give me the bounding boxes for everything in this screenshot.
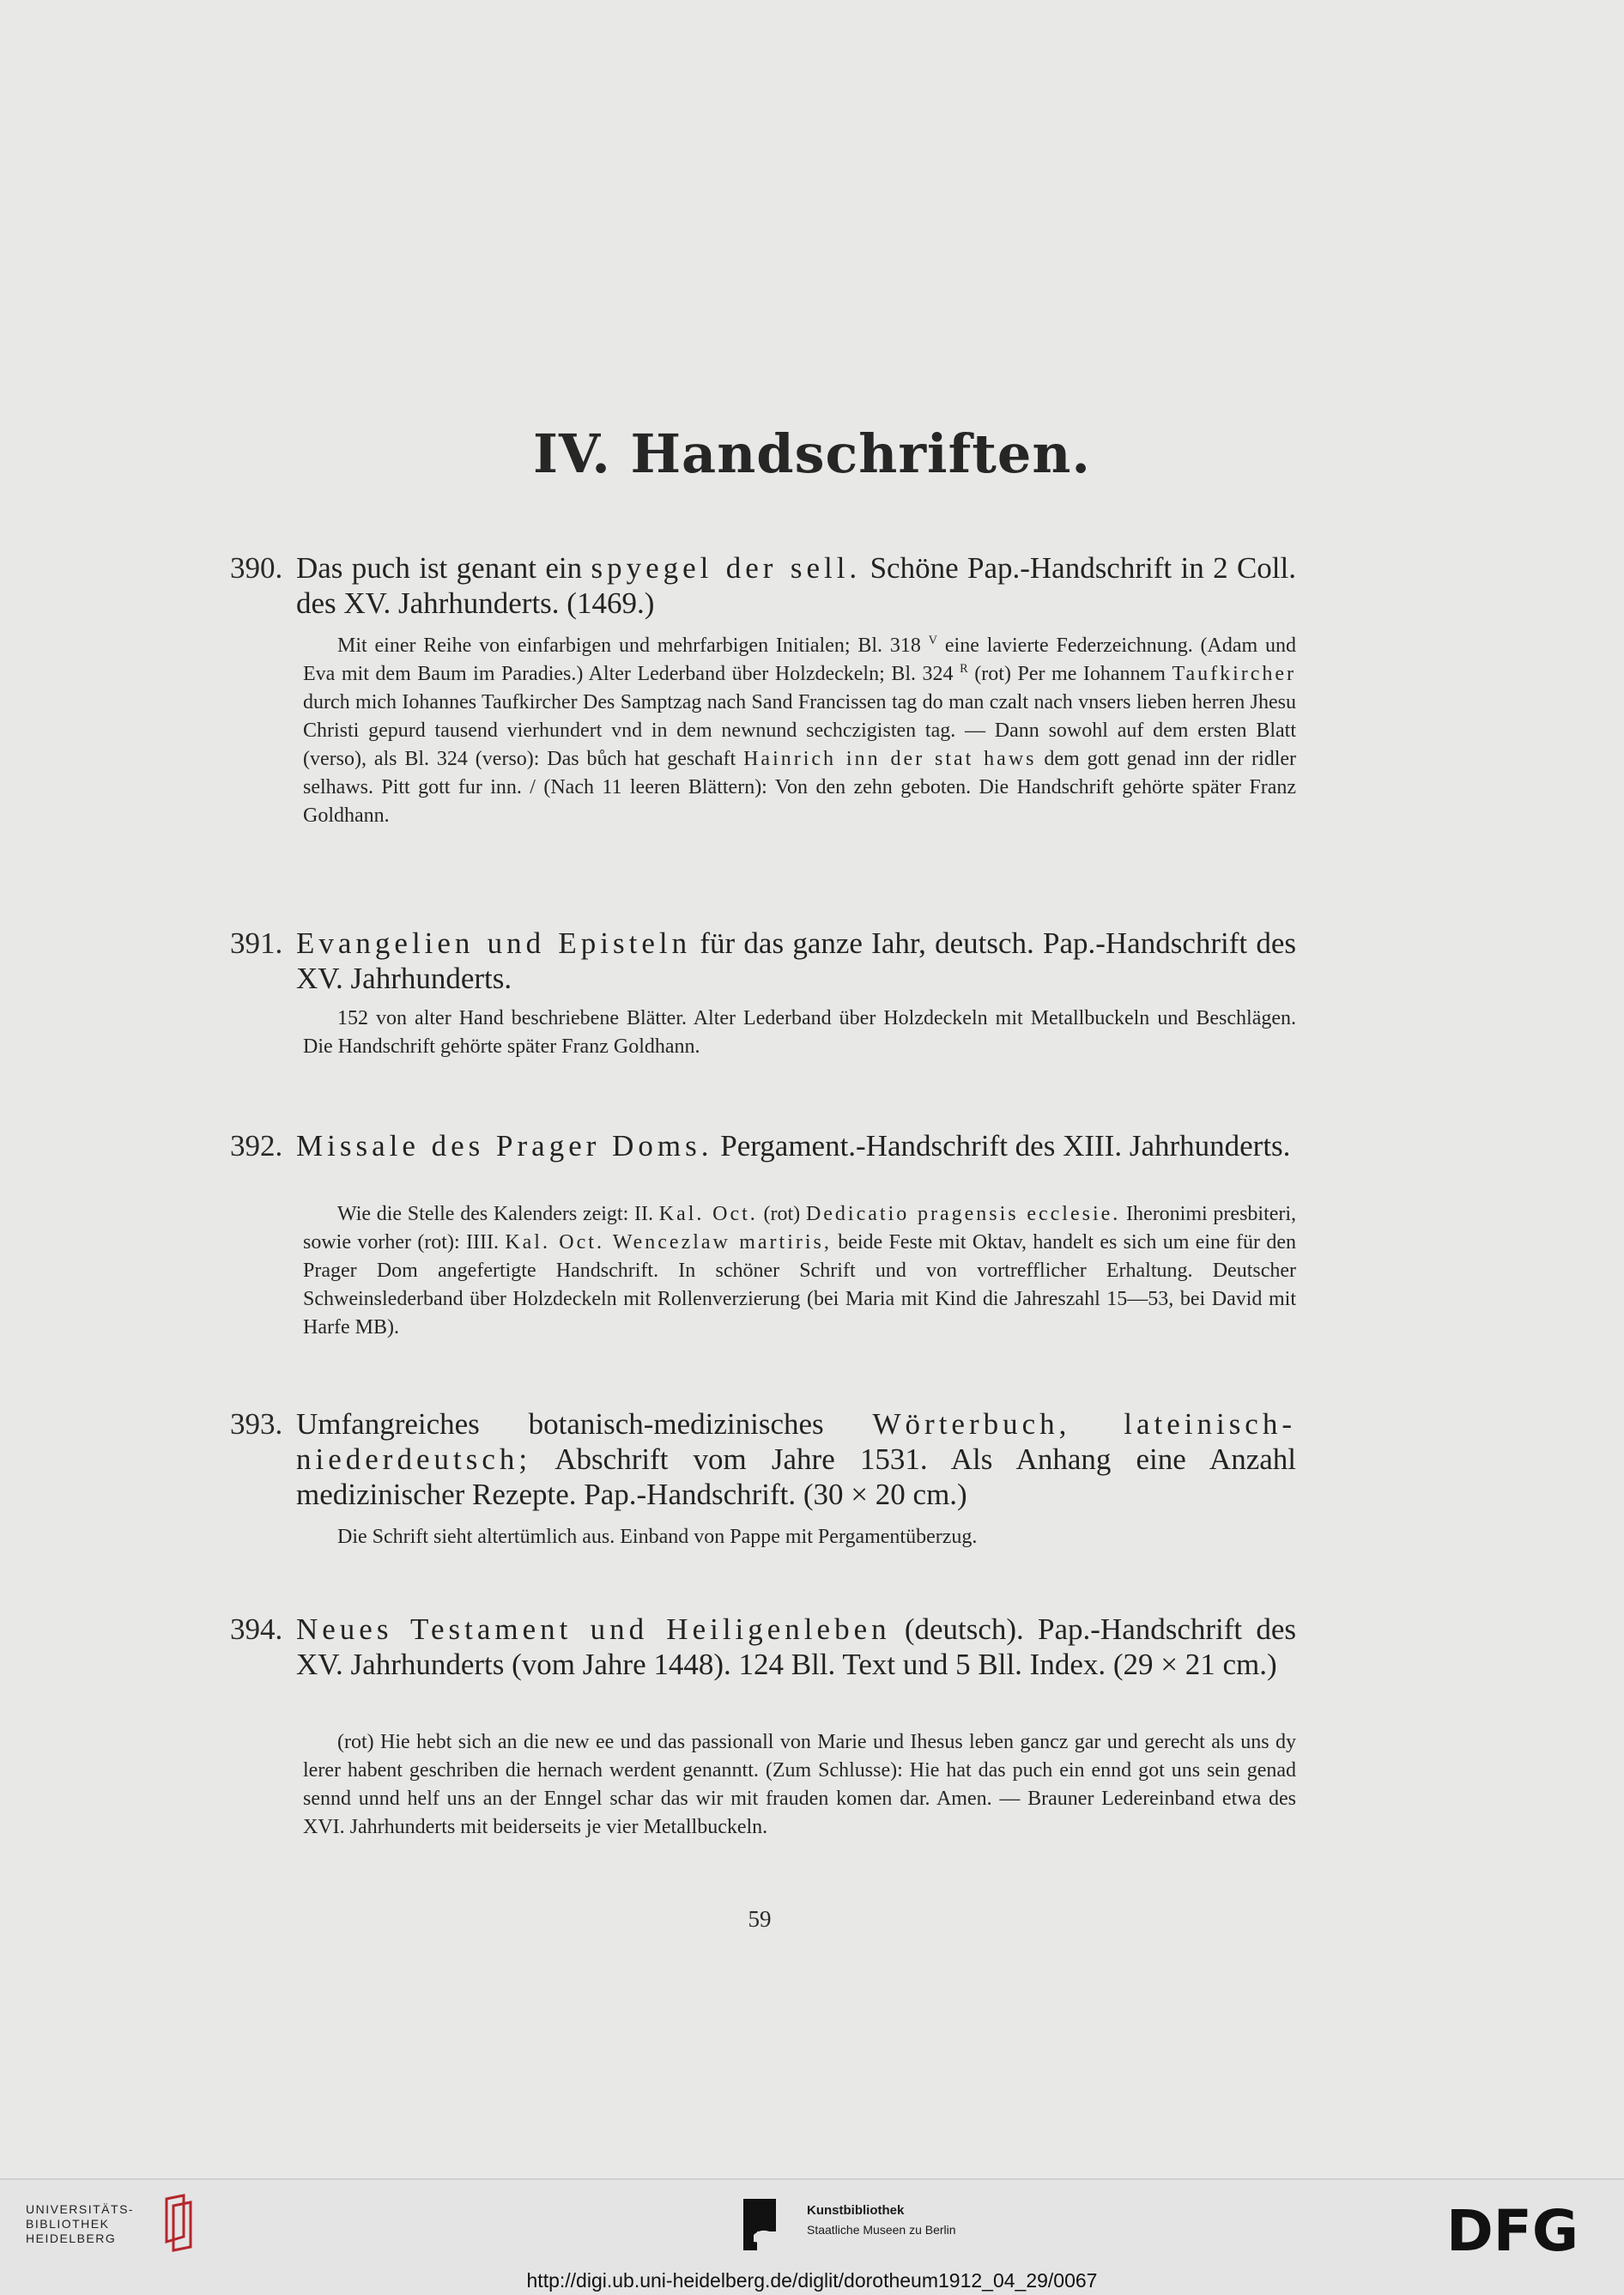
entry-title bbox=[296, 550, 1296, 621]
kunstbibliothek-logo-icon[interactable] bbox=[742, 2197, 791, 2252]
desc-superscript: R bbox=[960, 662, 968, 676]
kunstbibliothek-logo-text bbox=[807, 2201, 956, 2239]
entry-title bbox=[296, 1612, 1296, 1682]
desc-text: (rot) Hie hebt sich an die new ee und das passionall von Marie und Ihesus leben gancz gar und gerecht als uns dy lerer habent geschriben die hernach werdent genanntt. (Zum Schlusse): Hie hat das puch ein ennd got uns sein genad sennd unnd helf uns an der Enngel schar das wir mit frauden komen dar. Amen. — Brauner Ledereinband etwa des XVI. Jahrhunderts mit beiderseits je vier Metallbuckeln. bbox=[303, 1731, 1296, 1838]
desc-text: 152 von alter Hand beschriebene Blätter. Alter Lederband über Holzdeckeln mit Metallbuckeln und Beschlägen. Die Handschrift gehörte später Franz Goldhann. bbox=[303, 1007, 1296, 1058]
entry-description bbox=[303, 1200, 1296, 1342]
entry-number: 390. bbox=[230, 551, 283, 585]
entry-title-rest: für das ganze Iahr, deutsch. Pap.-Handschrift des XV. Jahrhunderts. bbox=[296, 926, 1297, 995]
entry-title-spaced: Wörterbuch, lateinisch-niederdeutsch; bbox=[296, 1407, 1296, 1476]
page-number: 59 bbox=[748, 1906, 772, 1932]
kb-subtitle: Staatliche Museen zu Berlin bbox=[807, 2223, 956, 2237]
desc-text: Mit einer Reihe von einfarbigen und mehrfarbigen Initialen; Bl. 318 bbox=[337, 634, 921, 657]
heidelberg-line: HEIDELBERG bbox=[26, 2231, 117, 2245]
entry-title-spaced: Evangelien und Episteln bbox=[296, 926, 692, 960]
desc-text: durch mich Iohannes Taufkircher Des Samptzag nach Sand Francissen tag do man czalt nach vnsers lieben herren Jhesu Christi gepurd tausend vierhundert vnd in dem newnund sechczigisten tag. — Dann sowohl auf dem ersten Blatt (verso), als Bl. 324 (verso): Das bůch hat geschaft bbox=[303, 691, 1296, 770]
desc-text: Wie die Stelle des Kalenders zeigt: II. bbox=[337, 1203, 653, 1225]
source-url[interactable]: http://digi.ub.uni-heidelberg.de/diglit/dorotheum1912_04_29/0067 bbox=[526, 2269, 1098, 2292]
kb-title: Kunstbibliothek bbox=[807, 2203, 905, 2218]
entry-title-rest: Schöne Pap.-Handschrift in 2 Coll. des XV. Jahrhunderts. (1469.) bbox=[296, 551, 1296, 620]
desc-text: Die Schrift sieht altertümlich aus. Einband von Pappe mit Pergamentüberzug. bbox=[337, 1526, 978, 1548]
entry-title-text: Umfangreiches botanisch-medizinisches bbox=[296, 1407, 824, 1441]
entry-number: 392. bbox=[230, 1129, 283, 1163]
desc-spaced: Taufkircher bbox=[1172, 663, 1297, 685]
entry-description bbox=[303, 1005, 1296, 1061]
entry-number: 391. bbox=[230, 926, 283, 960]
desc-text: (rot) bbox=[763, 1203, 801, 1225]
desc-text: eine lavierte Federzeichnung. (Adam und Eva mit dem Baum im Paradies.) Alter Lederband über Holzdeckeln; Bl. 324 bbox=[303, 634, 1297, 685]
entry-description bbox=[303, 1728, 1296, 1842]
entry-title-rest: Abschrift vom Jahre 1531. Als Anhang eine Anzahl medizinischer Rezepte. Pap.-Handschrift. (30 × 20 cm.) bbox=[296, 1442, 1296, 1511]
entry-number: 394. bbox=[230, 1612, 283, 1646]
entry-title-text: Das puch ist genant ein bbox=[296, 551, 583, 585]
entry-title bbox=[296, 1128, 1296, 1163]
desc-spaced: Kal. Oct. bbox=[658, 1203, 758, 1225]
heidelberg-line: UNIVERSITÄTS- bbox=[26, 2202, 135, 2216]
dfg-logo-icon[interactable] bbox=[1446, 2202, 1601, 2254]
desc-text: dem gott genad inn der ridler selhaws. Pitt gott fur inn. / (Nach 11 leeren Blättern): Von den zehn geboten. Die Handschrift gehörte später Franz Goldhann. bbox=[303, 748, 1297, 827]
entry-title-spaced: spyegel der sell. bbox=[591, 551, 862, 585]
entry-title-rest: Pergament.-Handschrift des XIII. Jahrhunderts. bbox=[720, 1129, 1291, 1163]
heidelberg-line: BIBLIOTHEK bbox=[26, 2217, 110, 2231]
entry-description bbox=[303, 1523, 1296, 1551]
entry-number: 393. bbox=[230, 1407, 283, 1441]
section-heading: IV. Handschriften. bbox=[533, 422, 1091, 485]
desc-text: beide Feste mit Oktav, handelt es sich um eine für den Prager Dom angefertigte Handschrift. In schöner Schrift und von vortrefflicher Erhaltung. Deutscher Schweinslederband über Holzdeckeln mit Rollenverzierung (bei Maria mit Kind die Jahreszahl 15—53, bei David mit Harfe MB). bbox=[303, 1231, 1297, 1339]
footer-bar bbox=[0, 2178, 1624, 2295]
desc-text: (rot) Per me Iohannem bbox=[974, 663, 1166, 685]
entry-description bbox=[303, 632, 1296, 830]
entry-title bbox=[296, 926, 1296, 996]
desc-spaced: Dedicatio pragensis ecclesie. bbox=[805, 1203, 1121, 1225]
heidelberg-logo-icon[interactable] bbox=[155, 2194, 196, 2252]
entry-title-spaced: Missale des Prager Doms. bbox=[296, 1129, 713, 1163]
desc-spaced: Kal. Oct. Wencezlaw martiris, bbox=[505, 1231, 832, 1254]
dfg-logo-text: DFG bbox=[1446, 2202, 1579, 2254]
entry-title bbox=[296, 1406, 1296, 1512]
heidelberg-logo-text bbox=[26, 2202, 134, 2246]
desc-superscript: V bbox=[928, 634, 938, 647]
entry-title-spaced: Neues Testament und Heiligenleben bbox=[296, 1612, 891, 1646]
desc-spaced: Hainrich inn der stat haws bbox=[743, 748, 1037, 770]
entry-title-rest: (deutsch). Pap.-Handschrift des XV. Jahrhunderts (vom Jahre 1448). 124 Bll. Text und 5 Bll. Index. (29 × 21 cm.) bbox=[296, 1612, 1297, 1681]
desc-text: Iheronimi presbiteri, sowie vorher (rot): IIII. bbox=[303, 1203, 1297, 1254]
